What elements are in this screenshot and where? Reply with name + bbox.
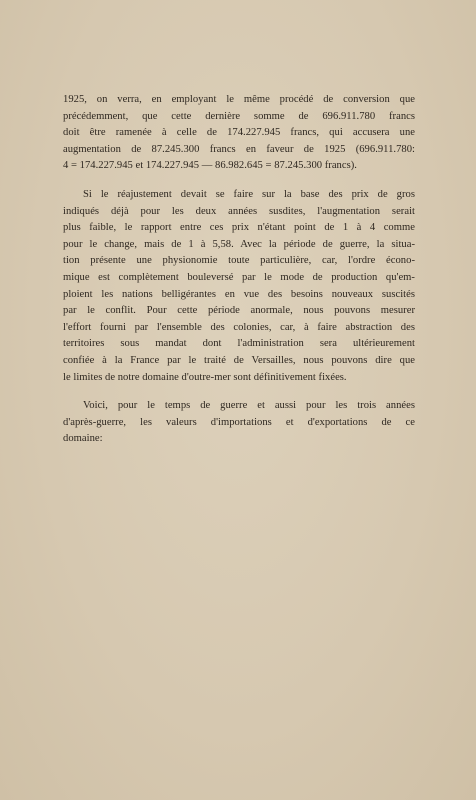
text-line: tion présente une physionomie toute particulière, car, l'ordre écono- (63, 255, 415, 267)
paragraph-conversion (63, 92, 415, 175)
text-line: plus faible, le rapport entre ces prix n'étant point de 1 à 4 comme (63, 222, 415, 234)
text-line: augmentation de 87.245.300 francs en faveur de 1925 (696.911.780: (63, 143, 415, 155)
text-line: par le conflit. Pour cette période anormale, nous pouvons mesurer (63, 305, 415, 317)
text-line: doit être ramenée à celle de 174.227.945 francs, qui accusera une (63, 127, 415, 139)
text-line: le limites de notre domaine d'outre-mer sont définitivement fixées. (63, 371, 347, 383)
text-line: d'après-guerre, les valeurs d'importations et d'exportations de ce (63, 416, 415, 428)
paragraph-voici (63, 398, 415, 448)
text-line: 4 = 174.227.945 et 174.227.945 — 86.982.645 = 87.245.300 francs). (63, 160, 357, 172)
text-line: Si le réajustement devait se faire sur la base des prix de gros (83, 188, 415, 200)
text-line: domaine: (63, 433, 103, 445)
text-line: mique est complètement bouleversé par le mode de production qu'em- (63, 271, 415, 283)
text-line: pour le change, mais de 1 à 5,58. Avec la période de guerre, la situa- (63, 238, 415, 250)
paragraph-reajustement (63, 187, 415, 386)
text-line: précédemment, que cette dernière somme de 696.911.780 francs (63, 110, 415, 122)
text-line: indiqués déjà pour les deux années susdites, l'augmentation serait (63, 205, 415, 217)
page-text-block (63, 92, 415, 460)
text-line: l'effort fourni par l'ensemble des colonies, car, à faire abstraction des (63, 321, 415, 333)
text-line: Voici, pour le temps de guerre et aussi pour les trois années (83, 400, 415, 412)
text-line: territoires sous mandat dont l'administration sera ultérieurement (63, 338, 415, 350)
text-line: 1925, on verra, en employant le même procédé de conversion que (63, 94, 415, 105)
text-line: ploient les nations belligérantes en vue des besoins nouveaux suscités (63, 288, 415, 300)
text-line: confiée à la France par le traité de Versailles, nous pouvons dire que (63, 354, 415, 366)
